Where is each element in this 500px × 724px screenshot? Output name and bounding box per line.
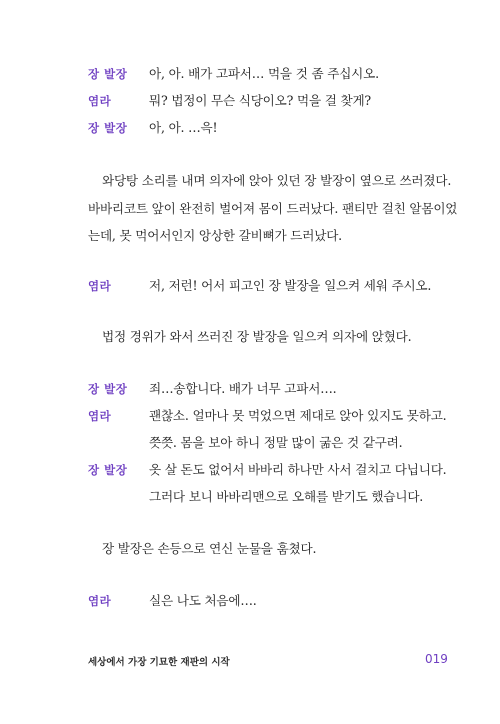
page-number: 019 — [425, 652, 448, 666]
dialogue-line — [0, 378, 500, 400]
speech-text: 뭐? 법정이 무슨 식당이오? 먹을 걸 찾게? — [149, 93, 371, 108]
speech-text: 쯧쯧. 몸을 보아 하니 정말 많이 굶은 것 같구려. — [149, 435, 403, 450]
footer-book-title: 세상에서 가장 기묘한 재판의 시작 — [88, 657, 230, 668]
dialogue-line — [0, 590, 500, 612]
narration-line — [0, 170, 500, 192]
speech-text: 죄…송합니다. 배가 너무 고파서…. — [149, 381, 337, 396]
speaker-label: 염라 — [88, 94, 112, 108]
narration-line — [0, 326, 500, 348]
speech-text: 저, 저런! 어서 피고인 장 발장을 일으켜 세워 주시오. — [149, 278, 432, 293]
speaker-label: 염라 — [88, 409, 112, 423]
dialogue-line — [0, 90, 500, 112]
dialogue-line — [0, 486, 500, 508]
speech-text: 아, 아. 배가 고파서… 먹을 것 좀 주십시오. — [149, 66, 379, 81]
dialogue-line — [0, 432, 500, 454]
speech-text: 그러다 보니 바바리맨으로 오해를 받기도 했습니다. — [149, 489, 424, 504]
narration-text: 와당탕 소리를 내며 의자에 앉아 있던 장 발장이 옆으로 쓰러졌다. — [102, 173, 452, 188]
dialogue-line — [0, 63, 500, 85]
dialogue-line — [0, 459, 500, 481]
narration-line — [0, 538, 500, 560]
speaker-label: 염라 — [88, 594, 112, 608]
narration-text: 바바리코트 앞이 완전히 벌어져 몸이 드러났다. 팬티만 걸친 알몸이었 — [88, 201, 458, 216]
speaker-label: 장 발장 — [88, 67, 128, 81]
narration-text: 법정 경위가 와서 쓰러진 장 발장을 일으켜 의자에 앉혔다. — [102, 329, 412, 344]
speaker-label: 장 발장 — [88, 121, 128, 135]
narration-text: 는데, 못 먹어서인지 앙상한 갈비뼈가 드러났다. — [88, 228, 342, 243]
narration-line — [0, 225, 500, 247]
narration-text: 장 발장은 손등으로 연신 눈물을 훔쳤다. — [102, 541, 317, 556]
speech-text: 실은 나도 처음에…. — [149, 593, 257, 608]
speech-text: 아, 아. …윽! — [149, 120, 218, 135]
narration-line — [0, 198, 500, 220]
speech-text: 괜찮소. 얼마나 못 먹었으면 제대로 앉아 있지도 못하고. — [149, 408, 447, 423]
dialogue-line — [0, 405, 500, 427]
dialogue-line — [0, 275, 500, 297]
speech-text: 옷 살 돈도 없어서 바바리 하나만 사서 걸치고 다닙니다. — [149, 462, 447, 477]
dialogue-line — [0, 117, 500, 139]
speaker-label: 염라 — [88, 279, 112, 293]
speaker-label: 장 발장 — [88, 463, 128, 477]
speaker-label: 장 발장 — [88, 382, 128, 396]
